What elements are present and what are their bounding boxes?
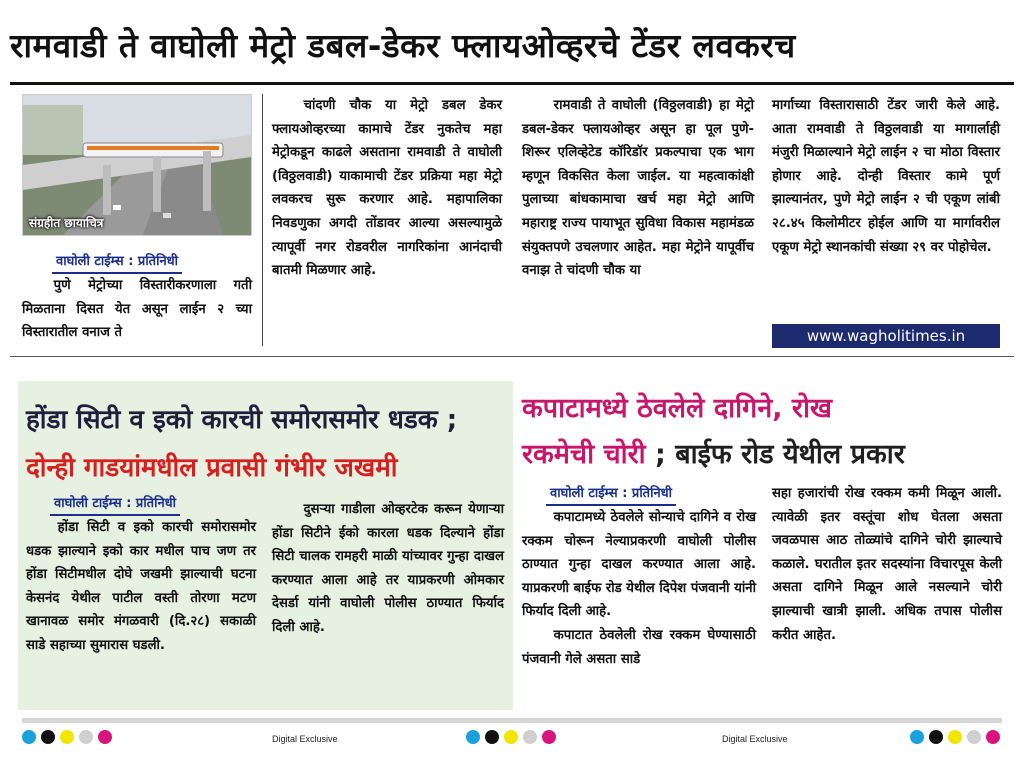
headline-rule <box>10 82 1014 85</box>
registration-dot <box>523 730 537 744</box>
registration-dot <box>22 730 36 744</box>
headline-accident-line1: होंडा सिटी व इको कारची समोरासमोर धडक ; <box>26 405 458 435</box>
byline-article3: वाघोली टाईम्स : प्रतिनिधी <box>546 484 676 506</box>
article1-col3 <box>522 94 754 283</box>
website-banner: www.wagholitimes.in <box>772 324 1000 348</box>
article3-col1-para1: कपाटामध्ये ठेवलेले सोन्याचे दागिने व रोख रक्कम चोरून नेल्याप्रकरणी वाघोली पोलीस ठाण्यात गुन्हा दाखल करण्यात आला आहे. याप्रकरणी बाईफ रोड येथील दिपेश पंजवानी यांनी फिर्याद दिली आहे. <box>522 510 756 620</box>
color-registration-marks <box>22 730 112 744</box>
photo-caption: संग्रहीत छायाचित्र <box>29 216 104 230</box>
registration-dot <box>466 730 480 744</box>
registration-dot <box>79 730 93 744</box>
article2-col2-text: दुसऱ्या गाडीला ओव्हरटेक करून येणाऱ्या होंडा सिटीने ईको कारला धडक दिल्याने होंडा सिटी चालक रामहरी माळी यांच्यावर गुन्हा दाखल करण्यात आला आहे तर याप्रकरणी ओमकार देसर्डा यांनी वाघोली पोलीस ठाण्यात फिर्याद दिली आहे. <box>272 502 504 635</box>
registration-dot <box>929 730 943 744</box>
headline-theft-line2 <box>522 434 905 471</box>
registration-dot <box>542 730 556 744</box>
registration-dot <box>98 730 112 744</box>
article1-col2 <box>272 94 502 283</box>
byline-article1: वाघोली टाईम्स : प्रतिनिधी <box>52 252 182 274</box>
headline-accident-line2: दोन्ही गाडयांमधील प्रवासी गंभीर जखमी <box>26 453 398 483</box>
digital-exclusive-label: Digital Exclusive <box>272 734 338 744</box>
article1-col1-text: पुणे मेट्रोच्या विस्तारीकरणाला गती मिळताना दिसत येत असून लाईन २ च्या विस्तारातील वनाज ते <box>22 278 252 341</box>
headline-theft-highlight: रकमेची चोरी <box>522 439 646 470</box>
article1-col4 <box>772 94 1000 259</box>
article3-col2 <box>772 482 1002 647</box>
registration-dot <box>967 730 981 744</box>
article2-col1 <box>26 492 256 658</box>
byline-article2: वाघोली टाईम्स : प्रतिनिधी <box>50 494 180 516</box>
digital-exclusive-label: Digital Exclusive <box>722 734 788 744</box>
article2-col1-text: होंडा सिटी व इको कारची समोरासमोर धडक झाल्याने इको कार मधील पाच जण तर होंडा सिटीमधील दोघे जखमी झाल्याची घटना केसनंद येथील पाटील वस्ती तोरणा मटण खानावळ समोर मंगळवारी (दि.२८) सकाळी साडे सहाच्या सुमारास घडली. <box>26 520 256 653</box>
article2-col2 <box>272 498 504 640</box>
registration-dot <box>910 730 924 744</box>
print-bar <box>22 718 1002 723</box>
headline-theft-line1: कपाटामध्ये ठेवलेले दागिने, रोख <box>522 393 833 424</box>
registration-dot <box>60 730 74 744</box>
article3-col1-para2: कपाटात ठेवलेली रोख रक्कम घेण्यासाठी पंजवानी गेले असता साडे <box>522 627 756 667</box>
article3-col1 <box>522 482 756 671</box>
registration-dot <box>504 730 518 744</box>
registration-dot <box>986 730 1000 744</box>
article1-col4-text: मार्गाच्या विस्तारासाठी टेंडर जारी केले आहे. आता रामवाडी ते विठ्ठलवाडी या मागार्लाही मंजुरी मिळाल्याने मेट्रो लाईन २ चा मोठा विस्तार होणार आहे. दोन्ही विस्तार कामे पूर्ण झाल्यानंतर, पुणे मेट्रो लाईन २ ची एकूण लांबी २८.४५ किलोमीटर होईल आणि या मार्गावरील एकूण मेट्रो स्थानकांची संख्या २९ वर पोहोचेल. <box>772 98 1000 255</box>
article1-col1 <box>22 250 252 345</box>
color-registration-marks <box>910 730 1000 744</box>
article1-col2-text: चांदणी चौक या मेट्रो डबल डेकर फ्लायओव्हरच्या कामाचे टेंडर नुकतेच महा मेट्रोकडून काढले असताना रामवाडी ते वाघोली (विठ्ठलवाडी) याकामाची टेंडर प्रक्रिया महा मेट्रो लवकरच सुरू करणार आहे. महापालिका निवडणुका अगदी तोंडावर आल्या असल्यामुळे त्यापूर्वी नगर रोडवरील नागरिकांना आनंदाची बातमी मिळणार आहे. <box>272 98 502 279</box>
article1-col3-text: रामवाडी ते वाघोली (विठ्ठलवाडी) हा मेट्रो डबल-डेकर फ्लायओव्हर असून हा पूल पुणे-शिरूर एलिव्हेटेड कॉरिडॉर प्रकल्पाचा एक भाग म्हणून विकसित केला जाईल. या महत्वाकांक्षी पुलाच्या बांधकामाचा खर्च महा मेट्रो आणि महाराष्ट्र राज्य पायाभूत सुविधा विकास महामंडळ संयुक्तपणे उचलणार आहेत. महा मेट्रोने यापूर्वीच वनाझ ते चांदणी चौक या <box>522 98 754 279</box>
registration-dot <box>485 730 499 744</box>
section-divider <box>10 356 1014 357</box>
color-registration-marks <box>466 730 556 744</box>
registration-dot <box>41 730 55 744</box>
article3-col2-text: सहा हजारांची रोख रक्कम कमी मिळून आली. त्यावेळी इतर वस्तूंचा शोध घेतला असता जवळपास आठ तोळ्यांचे दागिने चोरी झाल्याचे कळाले. घरातील इतर सदस्यांना विचारपूस केली असता दागिने मिळून आले नसल्याने चोरी झाल्याची खात्री झाली. अधिक तपास पोलीस करीत आहेत. <box>772 486 1002 643</box>
headline-theft-rest: ; बाईफ रोड येथील प्रकार <box>645 439 905 470</box>
headline-metro: रामवाडी ते वाघोली मेट्रो डबल-डेकर फ्लायओव्हरचे टेंडर लवकरच <box>10 26 796 65</box>
metro-photo <box>22 94 252 236</box>
registration-dot <box>948 730 962 744</box>
column-separator <box>262 94 263 346</box>
